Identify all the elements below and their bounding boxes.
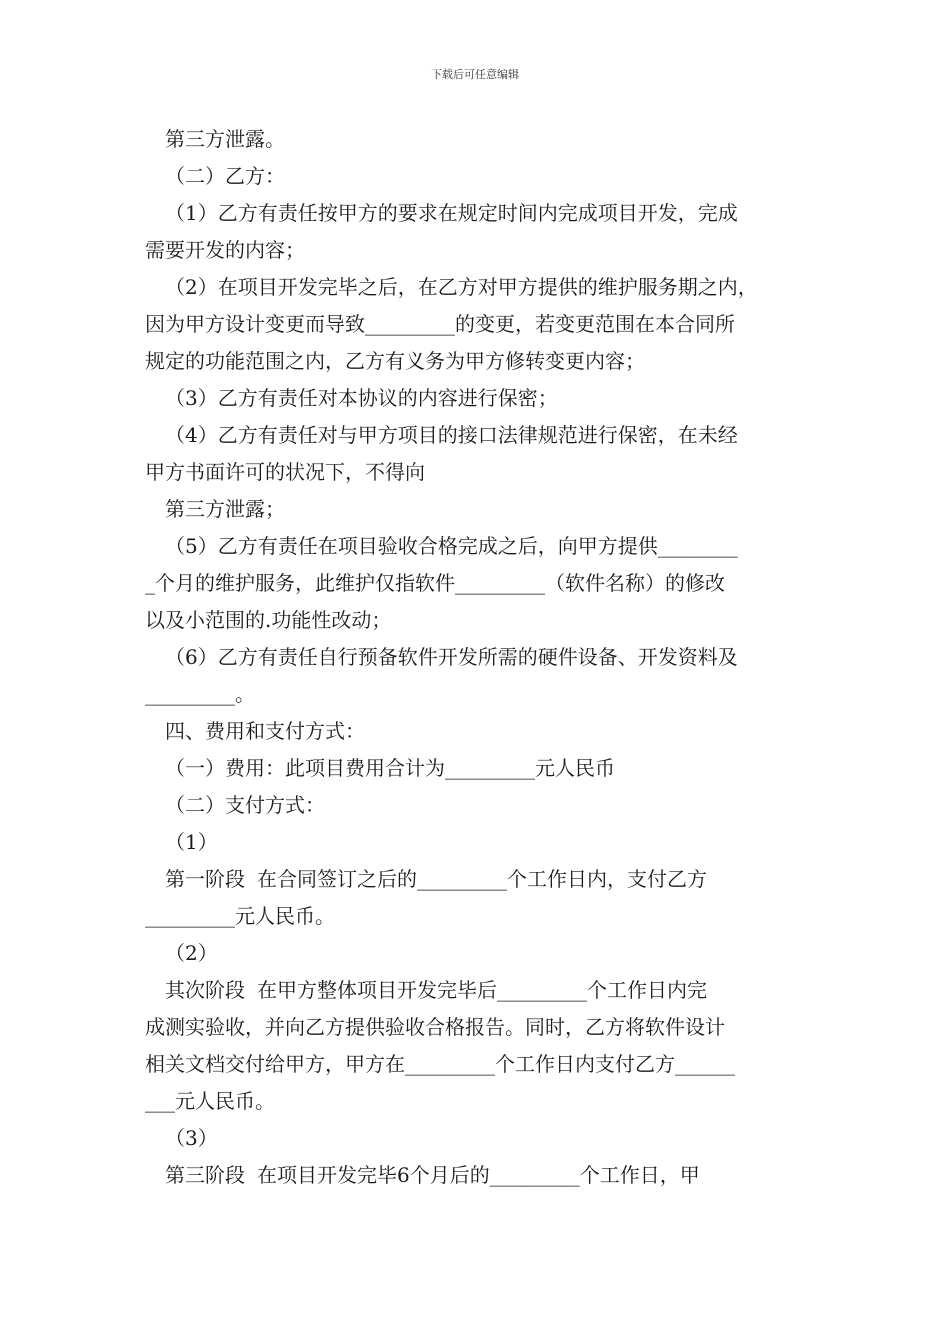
paragraph-line: ___元人民币。 (145, 1089, 275, 1113)
paragraph-line: （一）费用：此项目费用合计为_________元人民币 (165, 756, 615, 780)
paragraph-line: 第三方泄露。 (165, 127, 285, 151)
paragraph-line: （二）乙方： (165, 164, 285, 188)
paragraph-line: _________元人民币。 (145, 904, 335, 928)
paragraph-line: （1）乙方有责任按甲方的要求在规定时间内完成项目开发，完成 (165, 201, 738, 225)
paragraph-line: 需要开发的内容； (145, 238, 305, 262)
paragraph-line: 因为甲方设计变更而导致_________的变更，若变更范围在本合同所 (145, 312, 735, 336)
document-body (145, 121, 817, 1194)
paragraph-line: 以及小范围的.功能性改动； (145, 608, 392, 632)
paragraph-line: （4）乙方有责任对与甲方项目的接口法律规范进行保密，在未经 (165, 423, 738, 447)
paragraph-line: 第一阶段 在合同签订之后的_________个工作日内，支付乙方 (165, 867, 707, 891)
paragraph-line: 第三阶段 在项目开发完毕6个月后的_________个工作日，甲 (165, 1163, 700, 1187)
paragraph-line: （3） (165, 1126, 218, 1150)
paragraph-line: 甲方书面许可的状况下，不得向 (145, 460, 425, 484)
paragraph-line: _________。 (145, 682, 255, 706)
section-heading: 四、费用和支付方式： (165, 719, 365, 743)
paragraph-line: （5）乙方有责任在项目验收合格完成之后，向甲方提供________ (165, 534, 738, 558)
paragraph-line: （6）乙方有责任自行预备软件开发所需的硬件设备、开发资料及 (165, 645, 738, 669)
paragraph-line: （1） (165, 830, 218, 854)
paragraph-line: （2）在项目开发完毕之后，在乙方对甲方提供的维护服务期之内， (165, 275, 758, 299)
paragraph-line: _个月的维护服务，此维护仅指软件_________（软件名称）的修改 (145, 571, 725, 595)
page-header: 下载后可任意编辑 (431, 68, 519, 81)
paragraph-line: （二）支付方式： (165, 793, 325, 817)
paragraph-line: （3）乙方有责任对本协议的内容进行保密； (165, 386, 558, 410)
paragraph-line: 规定的功能范围之内，乙方有义务为甲方修转变更内容； (145, 349, 645, 373)
paragraph-line: （2） (165, 941, 218, 965)
paragraph-line: 相关文档交付给甲方，甲方在_________个工作日内支付乙方______ (145, 1052, 735, 1076)
paragraph-line: 其次阶段 在甲方整体项目开发完毕后_________个工作日内完 (165, 978, 707, 1002)
paragraph-line: 第三方泄露； (165, 497, 285, 521)
paragraph-line: 成测实验收，并向乙方提供验收合格报告。同时，乙方将软件设计 (145, 1015, 725, 1039)
